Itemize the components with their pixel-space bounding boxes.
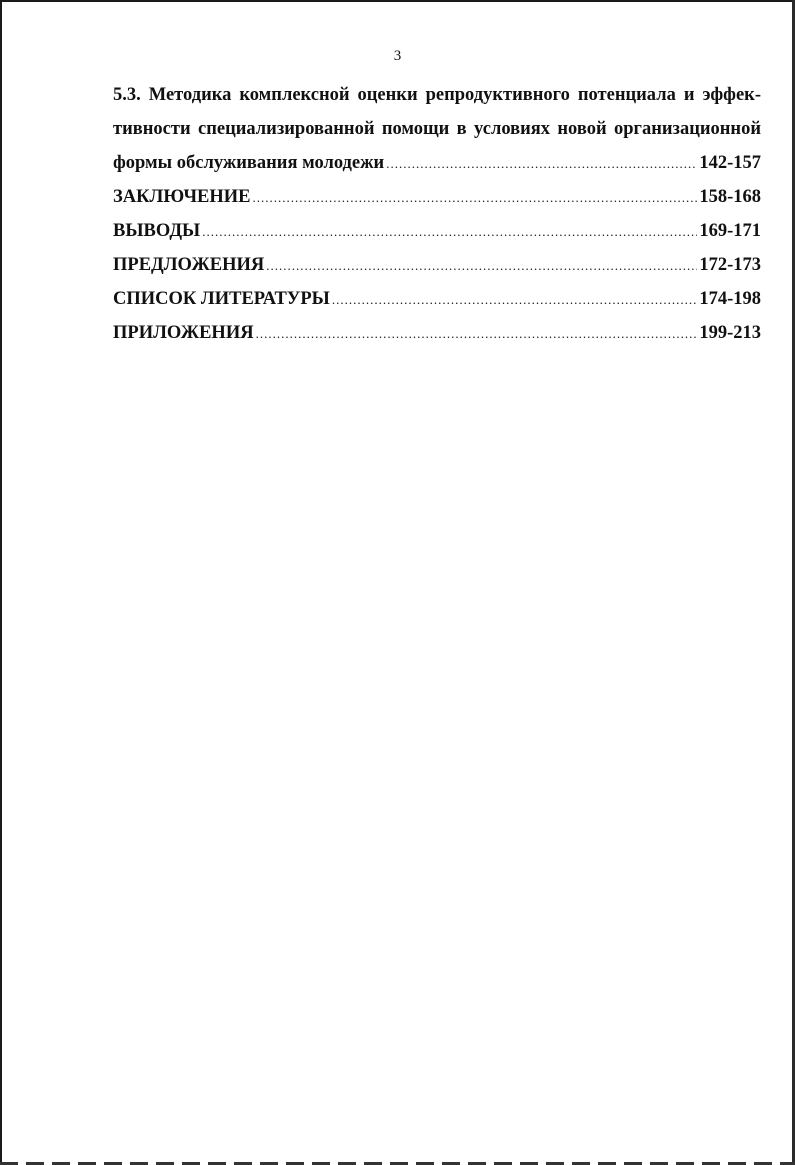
toc-entry-title: СПИСОК ЛИТЕРАТУРЫ (113, 289, 330, 309)
toc-entry-conclusion (113, 180, 761, 214)
toc-entry-proposals (113, 248, 761, 282)
toc-entry-title: ЗАКЛЮЧЕНИЕ (113, 187, 251, 207)
toc-entry-pages: 169-171 (699, 221, 761, 241)
toc-entry-pages: 199-213 (699, 323, 761, 343)
toc-entry-title: формы обслуживания молодежи (113, 153, 385, 173)
page-number: 3 (393, 48, 402, 64)
toc-entry-findings (113, 214, 761, 248)
dot-leader (253, 181, 698, 215)
toc-entry-title: ВЫВОДЫ (113, 221, 201, 241)
toc-entry-pages: 142-157 (699, 153, 761, 173)
toc-entry-5-3-line-3 (113, 146, 761, 180)
toc-entry-pages: 172-173 (699, 255, 761, 275)
toc-entry-references (113, 282, 761, 316)
dot-leader (202, 215, 697, 249)
toc-entry-5-3-line-1: 5.3. Методика комплексной оценки репродуктивного потенциала и эффек- (113, 85, 761, 105)
scan-edge-top (0, 0, 795, 2)
dot-leader (266, 249, 697, 283)
table-of-contents (113, 78, 761, 350)
toc-entry-title: ПРИЛОЖЕНИЯ (113, 323, 254, 343)
toc-entry-pages: 158-168 (699, 187, 761, 207)
scan-edge-left (0, 0, 2, 1165)
toc-entry-title: ПРЕДЛОЖЕНИЯ (113, 255, 265, 275)
dot-leader (256, 317, 698, 351)
dot-leader (332, 283, 697, 317)
toc-entry-pages: 174-198 (699, 289, 761, 309)
toc-entry-appendices (113, 316, 761, 350)
dot-leader (386, 147, 697, 181)
toc-entry-5-3-line-2: тивности специализированной помощи в условиях новой организационной (113, 119, 761, 139)
